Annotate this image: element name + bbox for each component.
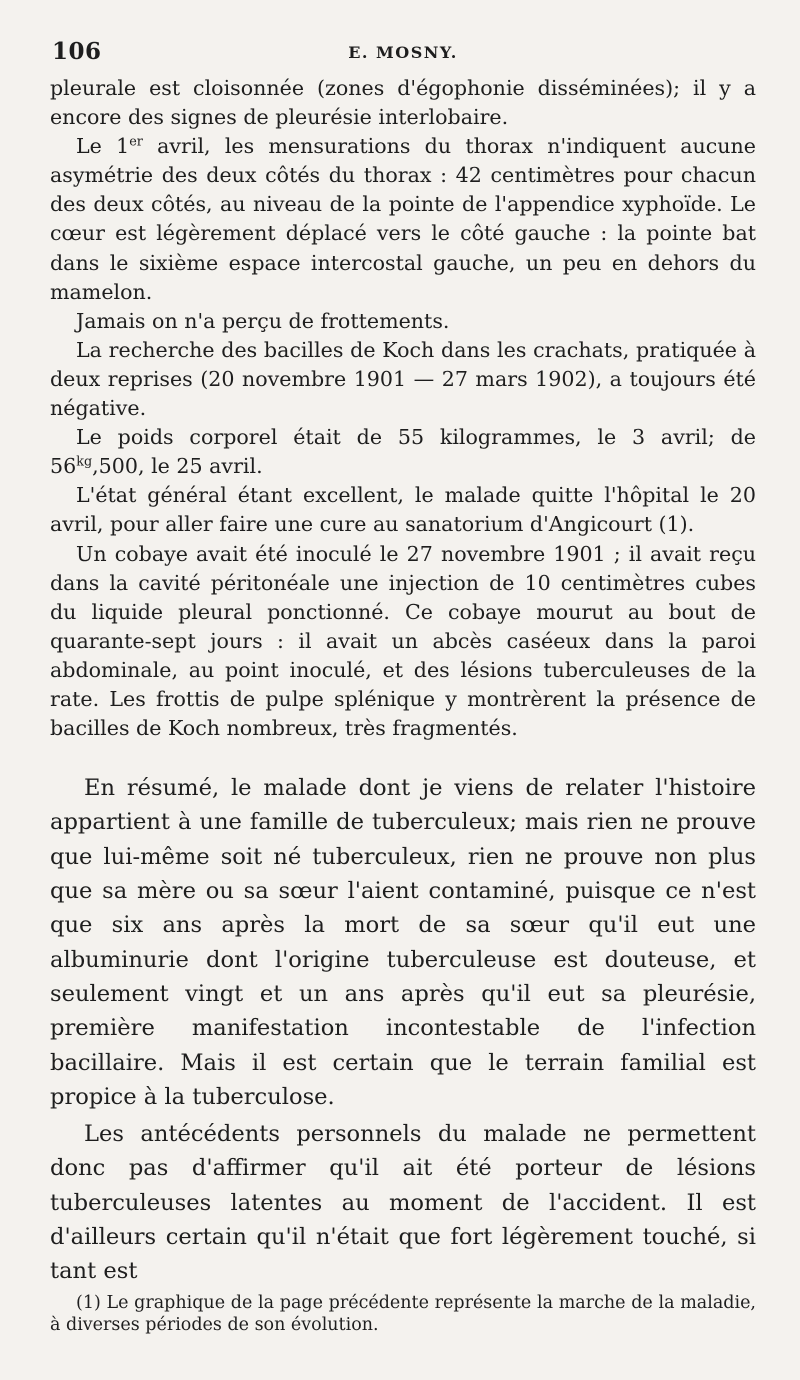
superscript: er: [129, 134, 143, 150]
paragraph-frottements: Jamais on n'a perçu de frottements.: [76, 308, 450, 333]
paragraph-etat-general: L'état général étant excellent, le malade quitte l'hôpital le 20 avril, pour aller faire une cure au sanatorium d'Angicourt (1).: [50, 483, 756, 537]
summary-section: [50, 771, 756, 1288]
running-head-author: E. MOSNY.: [348, 43, 458, 62]
text-segment: Le poids corporel était de 55 kilogrammes, le 3 avril; de 56: [50, 425, 756, 479]
paragraph-antecedents: Les antécédents personnels du malade ne permettent donc pas d'affirmer qu'il ait été porteur de lésions tuberculeuses latentes au moment de l'accident. Il est d'ailleurs certain qu'il n'était que fort légèrement touché, si tant est: [50, 1121, 756, 1285]
paragraph-mensurations: [50, 132, 756, 307]
paragraph-bacilles: La recherche des bacilles de Koch dans les crachats, pratiquée à deux reprises (20 novembre 1901 — 27 mars 1902), a toujours été négative.: [50, 337, 756, 421]
footnote: (1) Le graphique de la page précédente représente la marche de la maladie, à diverses périodes de son évolution.: [50, 1293, 756, 1335]
section-gap: [50, 743, 756, 771]
paragraph-resume: En résumé, le malade dont je viens de relater l'histoire appartient à une famille de tuberculeux; mais rien ne prouve que lui-même soit né tuberculeux, rien ne prouve non plus que sa mère ou sa sœur l'aient contaminé, puisque ce n'est que six ans après la mort de sa sœur qu'il eut une albuminurie dont l'origine tuberculeuse est douteuse, et seulement vingt et un ans après qu'il eut sa pleurésie, première manifestation incontestable de l'infection bacillaire. Mais il est certain que le terrain familial est propice à la tuberculose.: [50, 775, 756, 1110]
paragraph-pleurale: pleurale est cloisonnée (zones d'égophonie disséminées); il y a encore des signes de pleurésie interlobaire.: [50, 76, 756, 130]
paragraph-poids: [50, 423, 756, 481]
case-report-section: [50, 74, 756, 743]
text-segment: ,500, le 25 avril.: [92, 454, 263, 479]
page-number: 106: [52, 38, 102, 65]
superscript: kg: [76, 454, 93, 470]
paragraph-cobaye: Un cobaye avait été inoculé le 27 novembre 1901 ; il avait reçu dans la cavité péritonéale une injection de 10 centimètres cubes du liquide pleural ponctionné. Ce cobaye mourut au bout de quarante-sept jours : il avait un abcès caséeux dans la paroi abdominale, au point inoculé, et des lésions tuberculeuses de la rate. Les frottis de pulpe splénique y montrèrent la présence de bacilles de Koch nombreux, très fragmentés.: [50, 541, 756, 741]
text-segment: Le 1: [76, 134, 130, 159]
text-segment: avril, les mensurations du thorax n'indiquent aucune asymétrie des deux côtés du thorax : 42 centimètres pour chacun des deux côtés, au niveau de la pointe de l'appendice xyphoïde. Le cœur est légèrement déplacé vers le côté gauche : la pointe bat dans le sixième espace intercostal gauche, un peu en dehors du mamelon.: [50, 134, 756, 304]
running-head: [50, 30, 756, 70]
